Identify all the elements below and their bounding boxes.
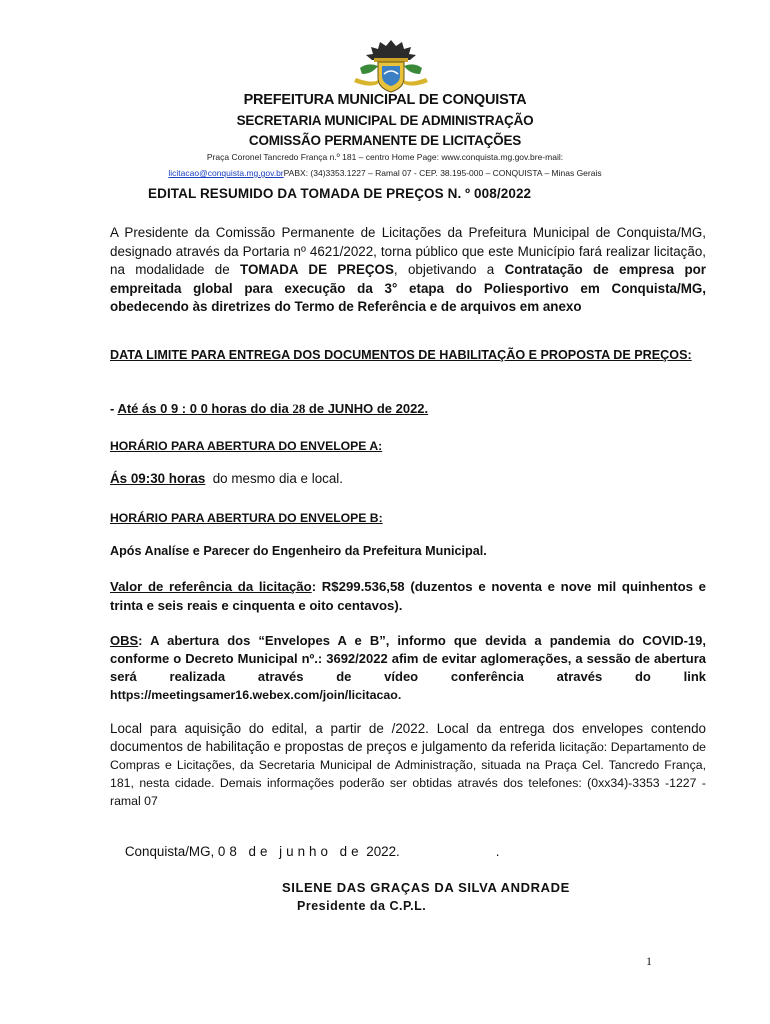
signature-role: Presidente da C.P.L.: [297, 899, 427, 913]
deadline-day: 28: [292, 401, 306, 416]
intro-text-2: , objetivando a: [393, 262, 505, 277]
deadline-text-2: de JUNHO de 2022.: [305, 401, 429, 416]
date-trail: .: [495, 843, 500, 859]
obs-label: OBS: [110, 633, 139, 648]
valor-label: Valor de referência da licitação: [110, 579, 312, 594]
intro-text-1: A Presidente da Comissão Permanente de Licitações da Prefeitura Municipal de Conquista/MG, designado através da Portaria nº 4621/2022, torna público que este Município fará realizar licitação, na modalidade de: [110, 225, 706, 277]
horario-envelope-b-heading: HORÁRIO PARA ABERTURA DO ENVELOPE B:: [110, 511, 383, 525]
local-paragraph: [110, 720, 706, 810]
header-prefeitura: PREFEITURA MUNICIPAL DE CONQUISTA: [243, 92, 527, 108]
header-address-line1: Praça Coronel Tancredo França n.º 181 – centro Home Page: www.conquista.mg.gov.bre-mail:: [206, 152, 564, 162]
date-year: 2022.: [362, 843, 400, 859]
intro-objeto: Contratação de empresa por empreitada global para execução da 3° etapa do Poliesportivo em Conquista/MG, obedecendo às diretrizes do Termo de Referência e de arquivos em anexo: [110, 262, 707, 314]
header-address-line2: [0, 168, 770, 178]
deadline-text-1: Até ás 0 9 : 0 0 horas do dia: [117, 401, 293, 416]
envelope-a-time: Ás 09:30 horas: [110, 471, 206, 486]
deadline-text: [117, 401, 428, 416]
envelope-a-time-line: [110, 470, 706, 489]
header-secretaria: SECRETARIA MUNICIPAL DE ADMINISTRAÇÃO: [236, 113, 534, 128]
intro-paragraph: [110, 224, 706, 317]
date-city: Conquista/MG,: [124, 843, 218, 859]
horario-envelope-a-heading: HORÁRIO PARA ABERTURA DO ENVELOPE A:: [110, 439, 383, 453]
deadline-prefix: -: [110, 401, 118, 416]
coat-of-arms-logo: [352, 38, 430, 94]
envelope-b-note: Após Analíse e Parecer do Engenheiro da Prefeitura Municipal.: [110, 544, 487, 558]
signature-name: SILENE DAS GRAÇAS DA SILVA ANDRADE: [282, 880, 570, 895]
envelope-a-rest: do mesmo dia e local.: [205, 471, 343, 486]
page-number: 1: [646, 954, 652, 968]
header-address-text: PABX: (34)3353.1227 – Ramal 07 - CEP. 38.195-000 – CONQUISTA – Minas Gerais: [283, 168, 602, 178]
email-link[interactable]: licitacao@conquista.mg.gov.br: [168, 168, 284, 178]
intro-modalidade: TOMADA DE PREÇOS: [240, 262, 394, 277]
webex-link[interactable]: https://meetingsamer16.webex.com/join/licitacao.: [110, 688, 402, 702]
local-text-1: Local para aquisição do edital, a partir de /2022. Local da entrega dos envelopes contendo documentos de habilitação e propostas de preços e julgamento da referida: [110, 721, 706, 754]
local-text-2: licitação: Departamento de Compras e Licitações, da Secretaria Municipal de Administração, situada na Praça Cel. Tancredo França, 181, nesta cidade. Demais informações poderão ser obtidas através dos telefones: (0xx34)-3353 -1227 - ramal 07: [110, 740, 706, 808]
obs-paragraph: [110, 632, 706, 704]
deadline-line: [110, 400, 706, 419]
date-spaced: 08 de junho de: [217, 843, 363, 859]
obs-text: : A abertura dos “Envelopes A e B”, informo que devida a pandemia do COVID-19, conforme o Decreto Municipal nº.: 3692/2022 afim de evitar aglomerações, a sessão de abertura será realizada através de vídeo conferência através do link: [110, 633, 706, 684]
valor-text: : R$299.536,58 (duzentos e noventa e nove mil quinhentos e trinta e seis reais e cinquenta e oito centavos).: [110, 579, 707, 613]
header-comissao: COMISSÃO PERMANENTE DE LICITAÇÕES: [248, 133, 522, 148]
valor-referencia-paragraph: [110, 578, 706, 615]
data-limite-heading: DATA LIMITE PARA ENTREGA DOS DOCUMENTOS DE HABILITAÇÃO E PROPOSTA DE PREÇOS:: [110, 348, 692, 362]
date-line: [110, 824, 706, 880]
edital-title: EDITAL RESUMIDO DA TOMADA DE PREÇOS N. º 008/2022: [148, 186, 532, 201]
